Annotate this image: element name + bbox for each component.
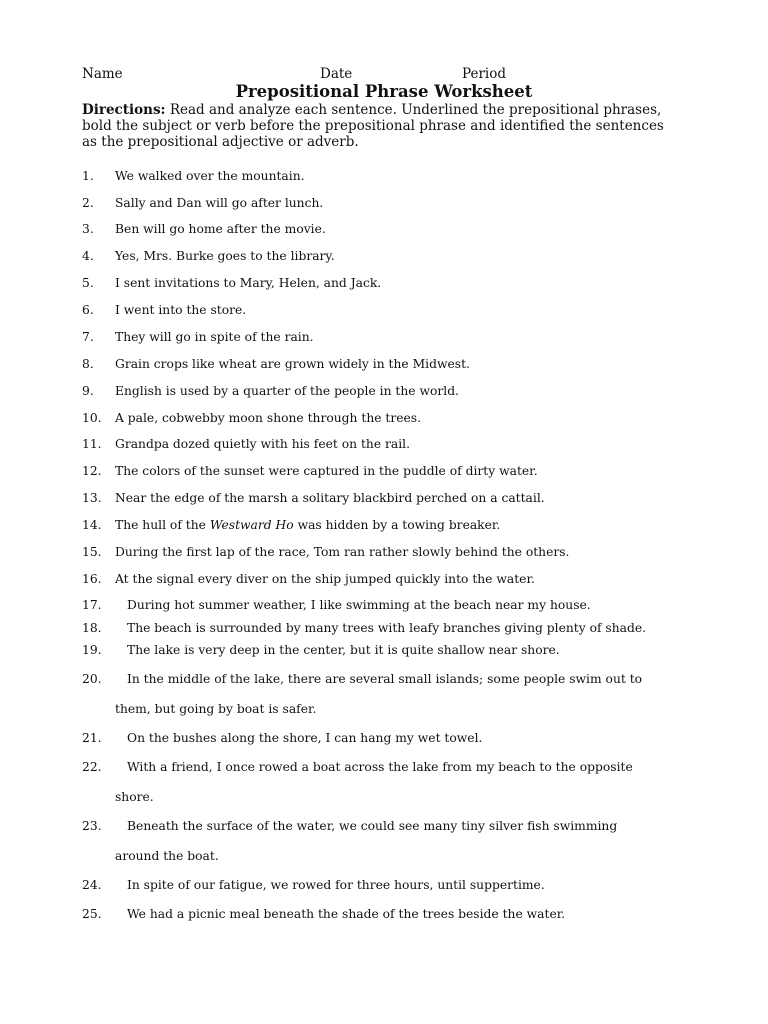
question-text: Ben will go home after the movie. xyxy=(115,222,326,236)
question-text: In the middle of the lake, there are several small islands; some people swim out to xyxy=(127,672,643,686)
name-label: Name xyxy=(82,66,123,82)
question-text: On the bushes along the shore, I can hang my wet towel. xyxy=(127,731,483,745)
question-number: 9. xyxy=(82,384,94,398)
question-number: 3. xyxy=(82,222,94,236)
question-text: At the signal every diver on the ship jumped quickly into the water. xyxy=(115,572,535,586)
question-number: 11. xyxy=(82,437,102,451)
question-number: 10. xyxy=(82,411,102,425)
question-number: 15. xyxy=(82,545,102,559)
question-number: 23. xyxy=(82,819,102,833)
question-number: 21. xyxy=(82,731,102,745)
question-text: Near the edge of the marsh a solitary blackbird perched on a cattail. xyxy=(115,491,545,505)
directions-lead: Directions: xyxy=(82,102,166,118)
directions xyxy=(82,102,682,150)
date-label: Date xyxy=(320,66,353,82)
question-text-post: was hidden by a towing breaker. xyxy=(293,518,501,532)
question-number: 25. xyxy=(82,907,102,921)
ship-name-italic: Westward Ho xyxy=(209,518,294,532)
question-text: Grandpa dozed quietly with his feet on the rail. xyxy=(115,437,410,451)
question-text: The beach is surrounded by many trees with leafy branches giving plenty of shade. xyxy=(127,621,647,635)
question-text: The colors of the sunset were captured in the puddle of dirty water. xyxy=(115,464,538,478)
question-text: The lake is very deep in the center, but it is quite shallow near shore. xyxy=(127,643,560,657)
question-text: In spite of our fatigue, we rowed for three hours, until suppertime. xyxy=(127,878,545,892)
question-number: 17. xyxy=(82,598,102,612)
question-text: They will go in spite of the rain. xyxy=(115,330,314,344)
question-text: During the first lap of the race, Tom ran rather slowly behind the others. xyxy=(115,545,570,559)
question-text: We had a picnic meal beneath the shade of the trees beside the water. xyxy=(127,907,566,921)
question-number: 24. xyxy=(82,878,102,892)
question-text: A pale, cobwebby moon shone through the trees. xyxy=(115,411,422,425)
question-number: 20. xyxy=(82,672,102,686)
question-number: 18. xyxy=(82,621,102,635)
question-number: 12. xyxy=(82,464,102,478)
question-text: Yes, Mrs. Burke goes to the library. xyxy=(115,249,335,263)
question-text: I went into the store. xyxy=(115,303,247,317)
question-number: 19. xyxy=(82,643,102,657)
question-number: 22. xyxy=(82,760,102,774)
question-number: 7. xyxy=(82,330,94,344)
question-number: 4. xyxy=(82,249,94,263)
directions-text: Read and analyze each sentence. Underlined the prepositional phrases, bold the subject or verb before the prepositional phrase and identified the sentences as the prepositional adjective or adverb. xyxy=(82,102,664,150)
question-text: English is used by a quarter of the people in the world. xyxy=(115,384,459,398)
question-number: 6. xyxy=(82,303,94,317)
question-text: During hot summer weather, I like swimming at the beach near my house. xyxy=(127,598,591,612)
question-text: Grain crops like wheat are grown widely in the Midwest. xyxy=(115,357,470,371)
question-text: We walked over the mountain. xyxy=(115,169,305,183)
question-text: Sally and Dan will go after lunch. xyxy=(115,196,324,210)
question-text-continued: around the boat. xyxy=(115,849,219,863)
question-number: 13. xyxy=(82,491,102,505)
question-number: 5. xyxy=(82,276,94,290)
question-text xyxy=(115,518,500,532)
question-number: 2. xyxy=(82,196,94,210)
question-number: 16. xyxy=(82,572,102,586)
question-number: 8. xyxy=(82,357,94,371)
question-number: 1. xyxy=(82,169,94,183)
worksheet-title: Prepositional Phrase Worksheet xyxy=(235,82,533,101)
question-text: With a friend, I once rowed a boat across the lake from my beach to the opposite xyxy=(127,760,633,774)
question-text: Beneath the surface of the water, we could see many tiny silver fish swimming xyxy=(127,819,618,833)
question-text-continued: shore. xyxy=(115,790,154,804)
question-text: I sent invitations to Mary, Helen, and Jack. xyxy=(115,276,382,290)
question-text-continued: them, but going by boat is safer. xyxy=(115,702,317,716)
question-text-pre: The hull of the xyxy=(115,518,210,532)
period-label: Period xyxy=(462,66,507,82)
question-number: 14. xyxy=(82,518,102,532)
